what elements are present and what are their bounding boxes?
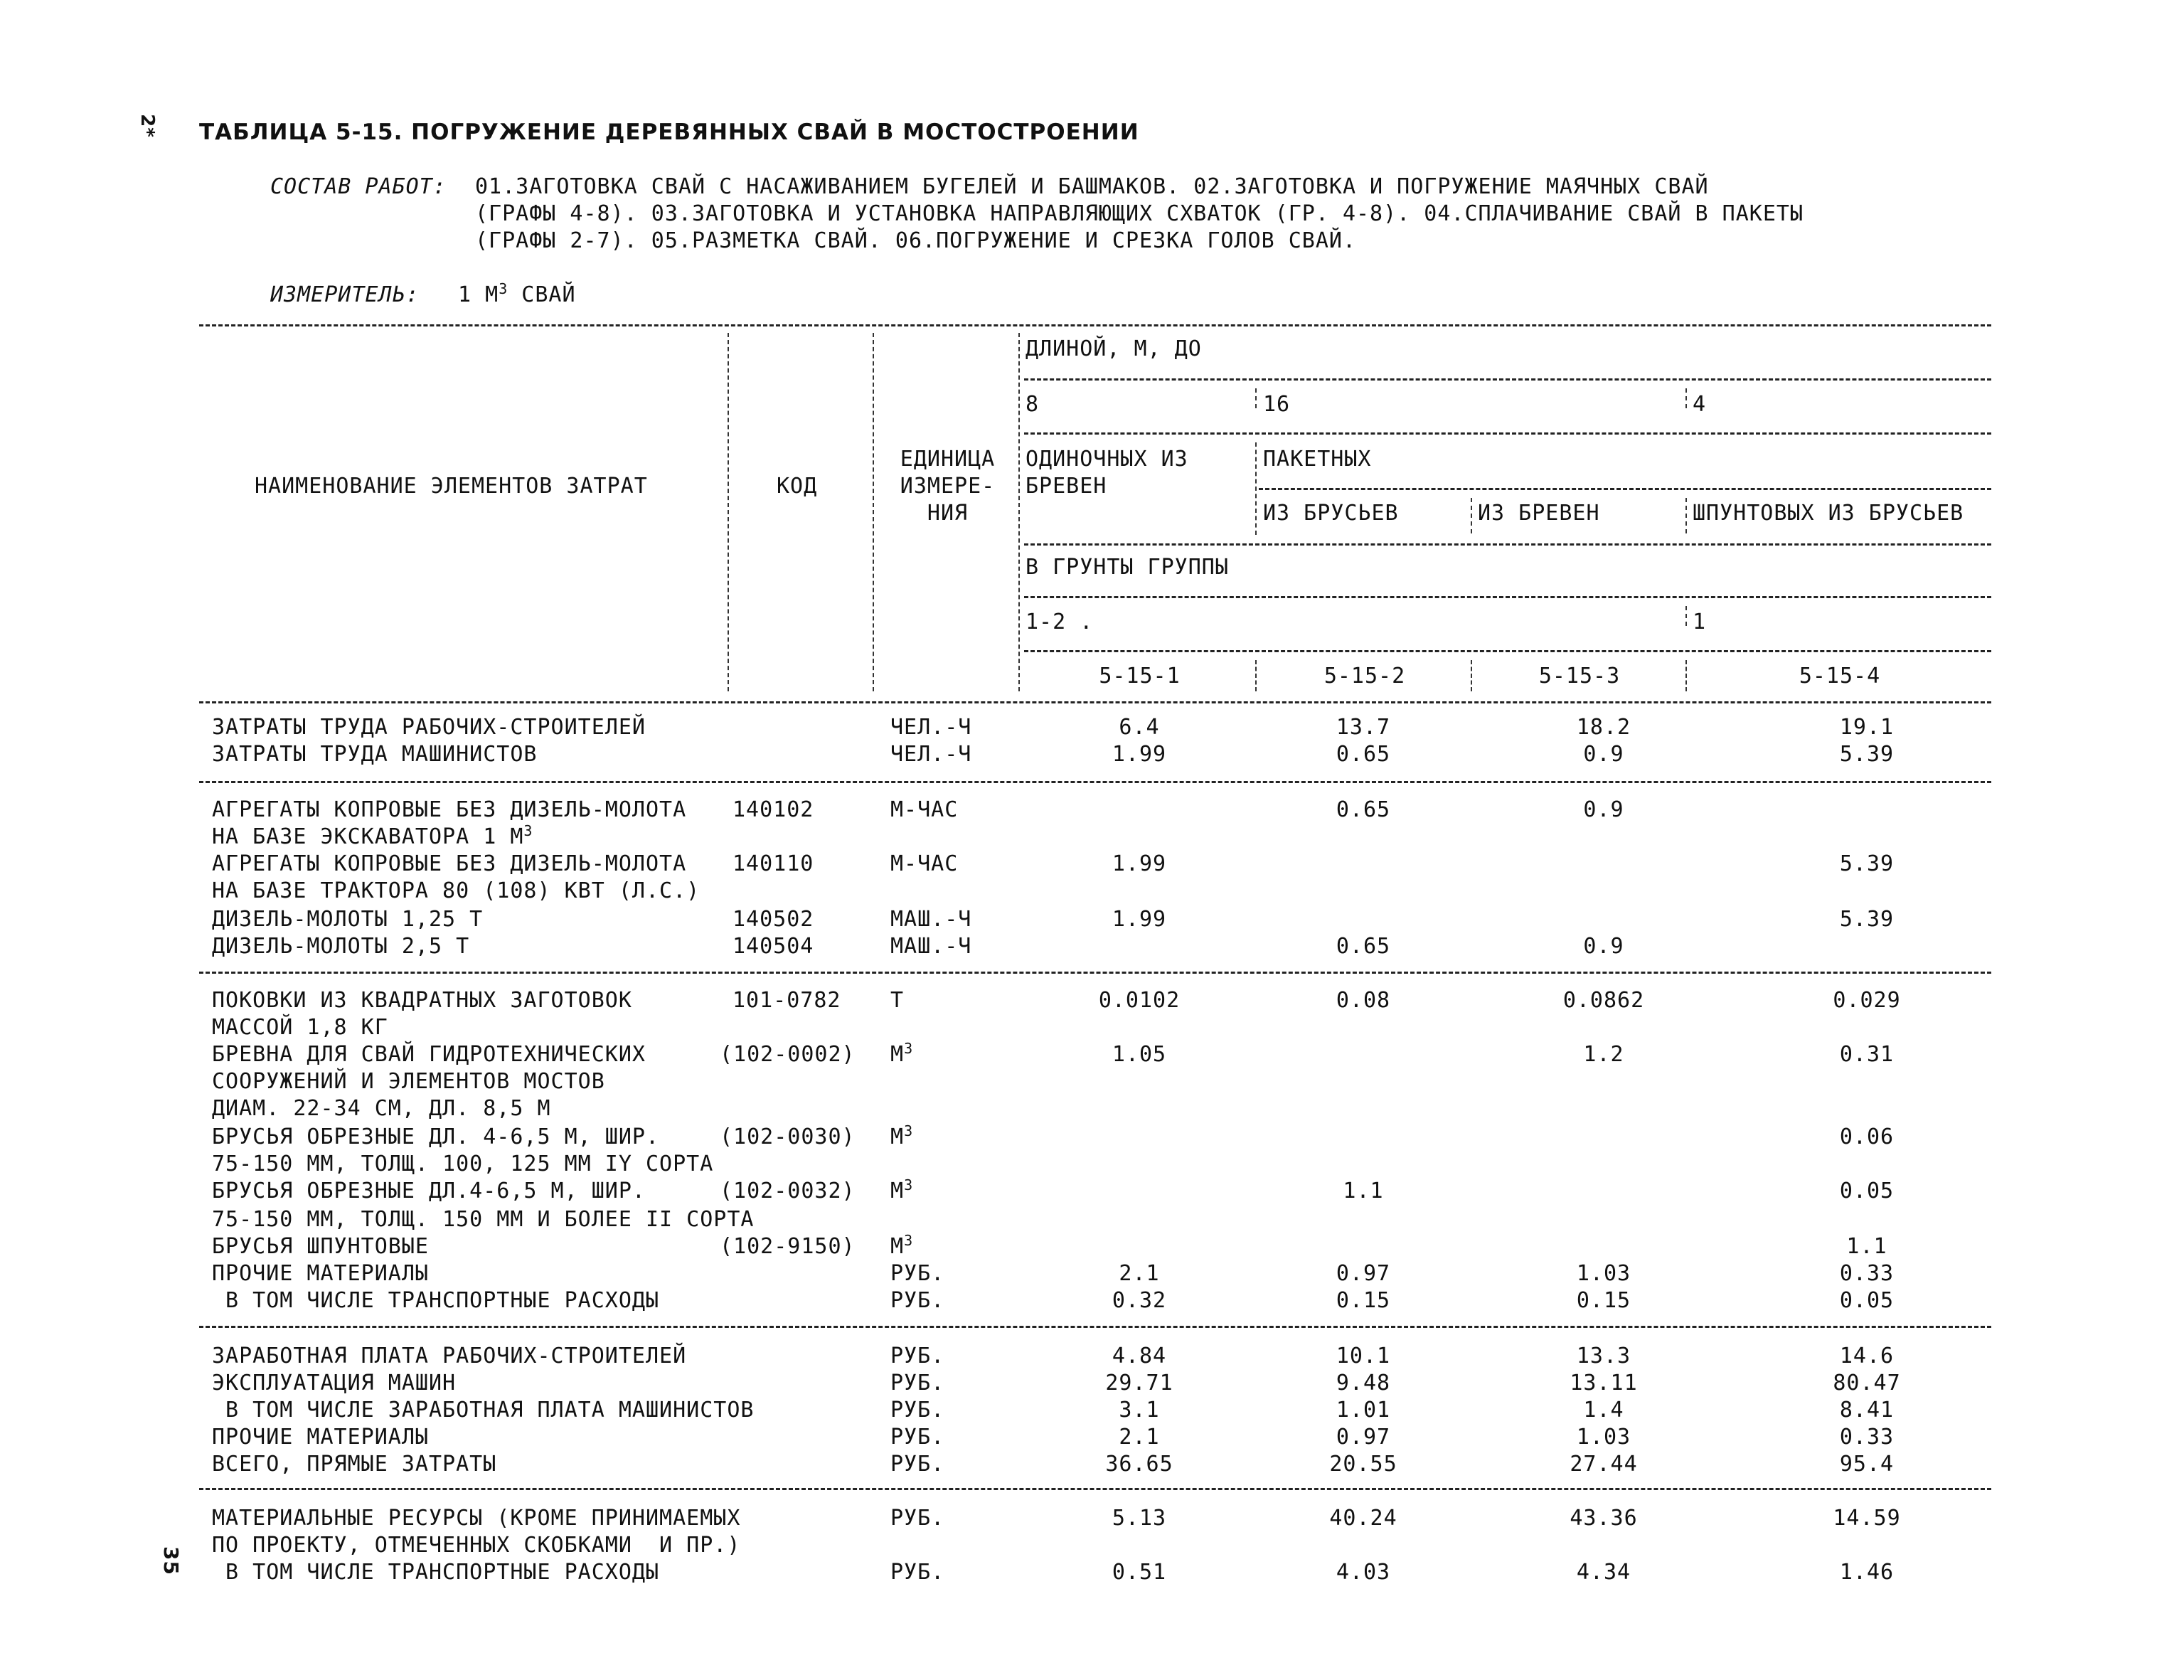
meter-label: ИЗМЕРИТЕЛЬ: — [270, 282, 420, 307]
group-rule-4 — [199, 1488, 1991, 1490]
row-unit: РУБ. — [890, 1261, 945, 1286]
row-name: БРУСЬЯ ОБРЕЗНЫЕ ДЛ.4-6,5 М, ШИР. — [212, 1179, 646, 1203]
col-sep-unit — [1018, 333, 1020, 691]
row-value-col-3: 0.9 — [1583, 934, 1624, 959]
header-code-2: 5-15-2 — [1323, 664, 1406, 689]
header-rule-6 — [1024, 650, 1991, 652]
row-unit-text: М — [890, 1234, 905, 1259]
row-value-col-1: 1.99 — [1112, 851, 1167, 876]
work-line-3: (ГРАФЫ 2-7). 05.РАЗМЕТКА СВАЙ. 06.ПОГРУЖЕНИЕ И СРЕЗКА ГОЛОВ СВАЙ. — [475, 228, 1356, 253]
header-from-logs: ИЗ БРЕВЕН — [1478, 501, 1600, 526]
header-unit-3: НИЯ — [927, 501, 969, 526]
margin-mark-bottom: 35 — [159, 1546, 183, 1575]
row-value-col-2: 0.65 — [1336, 934, 1391, 959]
row-value-col-4: 5.39 — [1839, 907, 1895, 932]
group-rule-3 — [199, 1326, 1991, 1328]
header-sheet-bars: ШПУНТОВЫХ ИЗ БРУСЬЕВ — [1693, 501, 1964, 526]
row-unit: РУБ. — [890, 1288, 945, 1313]
row-value-col-1: 0.32 — [1112, 1288, 1167, 1313]
header-code-4: 5-15-4 — [1799, 664, 1881, 689]
col-sep-code-3 — [1471, 660, 1472, 691]
row-name: 75-150 ММ, ТОЛЩ. 150 ММ И БОЛЕЕ II СОРТА — [212, 1207, 755, 1232]
row-unit: МАШ.-Ч — [890, 907, 972, 932]
header-top-rule — [199, 324, 1991, 326]
row-value-col-3: 1.03 — [1576, 1425, 1631, 1450]
row-value-col-4: 80.47 — [1833, 1371, 1901, 1395]
row-name: ПРОЧИЕ МАТЕРИАЛЫ — [212, 1261, 429, 1286]
row-name: АГРЕГАТЫ КОПРОВЫЕ БЕЗ ДИЗЕЛЬ-МОЛОТА — [212, 797, 687, 822]
row-value-col-2: 1.01 — [1336, 1398, 1391, 1423]
row-value-col-4: 0.029 — [1833, 988, 1901, 1013]
header-soil-12: 1-2 . — [1026, 610, 1094, 634]
col-sep-packet — [1255, 442, 1257, 535]
row-value-col-3: 18.2 — [1576, 715, 1631, 740]
row-value-col-2: 10.1 — [1336, 1344, 1391, 1368]
header-rule-2 — [1024, 432, 1991, 435]
row-unit — [890, 1040, 914, 1067]
header-bottom-rule — [199, 701, 1991, 703]
col-sep-code-2 — [1255, 660, 1257, 691]
col-sep-code-4 — [1685, 660, 1687, 691]
row-value-col-2: 20.55 — [1329, 1452, 1397, 1477]
header-len-16: 16 — [1263, 392, 1291, 417]
row-name: ЗАРАБОТНАЯ ПЛАТА РАБОЧИХ-СТРОИТЕЛЕЙ — [212, 1344, 687, 1368]
row-value-col-3: 43.36 — [1570, 1506, 1638, 1531]
row-value-col-4: 14.59 — [1833, 1506, 1901, 1531]
row-value-col-4: 95.4 — [1839, 1452, 1895, 1477]
row-value-col-4: 14.6 — [1839, 1344, 1895, 1368]
col-sep-sheet — [1685, 498, 1687, 533]
row-unit-text: М — [890, 1179, 905, 1203]
row-name: В ТОМ ЧИСЛЕ ТРАНСПОРТНЫЕ РАСХОДЫ — [212, 1560, 660, 1585]
row-unit-sup: 3 — [904, 1232, 914, 1249]
header-code-3: 5-15-3 — [1538, 664, 1621, 689]
row-name: ПРОЧИЕ МАТЕРИАЛЫ — [212, 1425, 429, 1450]
row-value-col-1: 5.13 — [1112, 1506, 1167, 1531]
row-unit: РУБ. — [890, 1452, 945, 1477]
group-rule-2 — [199, 972, 1991, 974]
col-sep-soil1 — [1685, 606, 1687, 626]
row-name: МАССОЙ 1,8 КГ — [212, 1015, 388, 1040]
row-unit: РУБ. — [890, 1506, 945, 1531]
header-code: КОД — [777, 474, 818, 499]
header-rule-3 — [1259, 488, 1991, 490]
row-name: ДИАМ. 22-34 СМ, ДЛ. 8,5 М — [212, 1096, 551, 1121]
row-name: ДИЗЕЛЬ-МОЛОТЫ 1,25 Т — [212, 907, 484, 932]
row-name: 75-150 ММ, ТОЛЩ. 100, 125 ММ IY СОРТА — [212, 1152, 714, 1176]
row-value-col-1: 0.0102 — [1098, 988, 1181, 1013]
row-name: БРУСЬЯ ШПУНТОВЫЕ — [212, 1234, 429, 1259]
row-name: СООРУЖЕНИЙ И ЭЛЕМЕНТОВ МОСТОВ — [212, 1069, 605, 1094]
row-code: 140502 — [733, 907, 814, 932]
row-value-col-4: 5.39 — [1839, 851, 1895, 876]
row-value-col-1: 1.99 — [1112, 907, 1167, 932]
row-unit: М-ЧАС — [890, 851, 959, 876]
row-unit: РУБ. — [890, 1371, 945, 1395]
row-value-col-1: 2.1 — [1119, 1425, 1160, 1450]
col-sep-4 — [1685, 388, 1687, 408]
row-value-col-3: 1.03 — [1576, 1261, 1631, 1286]
header-len-8: 8 — [1026, 392, 1040, 417]
row-name: НА БАЗЕ ТРАКТОРА 80 (108) КВТ (Л.С.) — [212, 878, 701, 903]
row-value-col-1: 1.05 — [1112, 1042, 1167, 1067]
row-value-col-4: 5.39 — [1839, 742, 1895, 767]
row-name: БРУСЬЯ ОБРЕЗНЫЕ ДЛ. 4-6,5 М, ШИР. — [212, 1125, 660, 1149]
header-soil-1: 1 — [1693, 610, 1707, 634]
row-unit-sup: 3 — [904, 1122, 914, 1139]
row-value-col-2: 0.15 — [1336, 1288, 1391, 1313]
row-value-col-2: 13.7 — [1336, 715, 1391, 740]
row-unit: РУБ. — [890, 1425, 945, 1450]
margin-mark-top: 2* — [136, 114, 158, 138]
row-unit-sup: 3 — [904, 1040, 914, 1057]
row-code: 140504 — [733, 934, 814, 959]
row-code: (102-0032) — [720, 1179, 856, 1203]
row-unit: РУБ. — [890, 1398, 945, 1423]
row-value-col-3: 1.4 — [1583, 1398, 1624, 1423]
header-code-1: 5-15-1 — [1099, 664, 1181, 689]
row-name: ВСЕГО, ПРЯМЫЕ ЗАТРАТЫ — [212, 1452, 497, 1477]
row-name: В ТОМ ЧИСЛЕ ЗАРАБОТНАЯ ПЛАТА МАШИНИСТОВ — [212, 1398, 755, 1423]
row-value-col-4: 0.05 — [1839, 1288, 1895, 1313]
row-unit — [890, 1232, 914, 1259]
row-name: ЭКСПЛУАТАЦИЯ МАШИН — [212, 1371, 457, 1395]
row-value-col-4: 19.1 — [1839, 715, 1895, 740]
row-value-col-4: 0.33 — [1839, 1261, 1895, 1286]
header-rule-1 — [1024, 378, 1991, 381]
header-len-4: 4 — [1693, 392, 1707, 417]
row-value-col-1: 3.1 — [1119, 1398, 1160, 1423]
row-value-col-1: 6.4 — [1119, 715, 1160, 740]
row-name: АГРЕГАТЫ КОПРОВЫЕ БЕЗ ДИЗЕЛЬ-МОЛОТА — [212, 851, 687, 876]
row-value-col-3: 13.11 — [1570, 1371, 1638, 1395]
row-value-col-4: 1.1 — [1846, 1234, 1887, 1259]
row-unit: Т — [890, 988, 905, 1013]
header-single-2: БРЕВЕН — [1026, 474, 1107, 499]
row-value-col-3: 0.15 — [1576, 1288, 1631, 1313]
row-unit-text: М — [890, 1042, 905, 1067]
row-name: МАТЕРИАЛЬНЫЕ РЕСУРСЫ (КРОМЕ ПРИНИМАЕМЫХ — [212, 1506, 741, 1531]
row-name: НА БАЗЕ ЭКСКАВАТОРА 1 $М^3$ — [212, 822, 533, 849]
row-value-col-1: 4.84 — [1112, 1344, 1167, 1368]
row-code: 140102 — [733, 797, 814, 822]
row-value-col-3: 1.2 — [1583, 1042, 1624, 1067]
row-name: ЗАТРАТЫ ТРУДА РАБОЧИХ-СТРОИТЕЛЕЙ — [212, 715, 646, 740]
row-code: (102-0002) — [720, 1042, 856, 1067]
row-name: БРЕВНА ДЛЯ СВАЙ ГИДРОТЕХНИЧЕСКИХ — [212, 1042, 646, 1067]
row-value-col-1: 29.71 — [1105, 1371, 1173, 1395]
row-value-col-4: 1.46 — [1839, 1560, 1895, 1585]
row-value-col-1: 1.99 — [1112, 742, 1167, 767]
row-unit-sup: 3 — [904, 1176, 914, 1193]
header-packet: ПАКЕТНЫХ — [1263, 447, 1372, 472]
row-unit — [890, 1122, 914, 1149]
header-soils: В ГРУНТЫ ГРУППЫ — [1026, 555, 1229, 580]
row-value-col-3: 0.0862 — [1562, 988, 1645, 1013]
col-sep-name — [728, 333, 729, 691]
row-value-col-4: 0.33 — [1839, 1425, 1895, 1450]
row-code: 101-0782 — [733, 988, 841, 1013]
row-value-col-3: 27.44 — [1570, 1452, 1638, 1477]
row-unit: М-ЧАС — [890, 797, 959, 822]
row-value-col-1: 2.1 — [1119, 1261, 1160, 1286]
row-value-col-2: 0.97 — [1336, 1425, 1391, 1450]
row-name: ДИЗЕЛЬ-МОЛОТЫ 2,5 Т — [212, 934, 470, 959]
row-unit: РУБ. — [890, 1560, 945, 1585]
meter-value: 1 $М^3$ СВАЙ — [458, 280, 576, 307]
group-rule-1 — [199, 781, 1991, 783]
row-value-col-3: 0.9 — [1583, 742, 1624, 767]
row-value-col-2: 4.03 — [1336, 1560, 1391, 1585]
row-unit-text: М — [890, 1125, 905, 1149]
row-value-col-2: 0.65 — [1336, 742, 1391, 767]
col-sep-logs — [1471, 498, 1472, 533]
row-unit: ЧЕЛ.-Ч — [890, 715, 972, 740]
row-unit: МАШ.-Ч — [890, 934, 972, 959]
row-value-col-4: 0.05 — [1839, 1179, 1895, 1203]
col-sep-code — [873, 333, 874, 691]
row-code: (102-9150) — [720, 1234, 856, 1259]
header-unit-2: ИЗМЕРЕ- — [900, 474, 996, 499]
row-value-col-1: 0.51 — [1112, 1560, 1167, 1585]
header-unit-1: ЕДИНИЦА — [900, 447, 996, 472]
row-name-sup: 3 — [523, 822, 533, 839]
header-name: НАИМЕНОВАНИЕ ЭЛЕМЕНТОВ ЗАТРАТ — [255, 474, 648, 499]
header-rule-4 — [1024, 543, 1991, 546]
header-rule-5 — [1024, 596, 1991, 598]
row-unit: ЧЕЛ.-Ч — [890, 742, 972, 767]
row-unit: РУБ. — [890, 1344, 945, 1368]
row-value-col-4: 0.31 — [1839, 1042, 1895, 1067]
row-value-col-2: 0.97 — [1336, 1261, 1391, 1286]
row-name: ЗАТРАТЫ ТРУДА МАШИНИСТОВ — [212, 742, 538, 767]
page-title: ТАБЛИЦА 5-15. ПОГРУЖЕНИЕ ДЕРЕВЯННЫХ СВАЙ В МОСТОСТРОЕНИИ — [199, 119, 1139, 145]
work-line-2: (ГРАФЫ 4-8). 03.ЗАГОТОВКА И УСТАНОВКА НАПРАВЛЯЮЩИХ СХВАТОК (ГР. 4-8). 04.СПЛАЧИВАНИЕ СВАЙ В ПАКЕТЫ — [475, 201, 1804, 226]
row-value-col-3: 13.3 — [1576, 1344, 1631, 1368]
row-name: ПОКОВКИ ИЗ КВАДРАТНЫХ ЗАГОТОВОК — [212, 988, 632, 1013]
col-sep-16 — [1255, 388, 1257, 408]
row-name: ПО ПРОЕКТУ, ОТМЕЧЕННЫХ СКОБКАМИ И ПР.) — [212, 1533, 741, 1558]
header-single-1: ОДИНОЧНЫХ ИЗ — [1026, 447, 1188, 472]
row-value-col-1: 36.65 — [1105, 1452, 1173, 1477]
header-from-bars: ИЗ БРУСЬЕВ — [1263, 501, 1399, 526]
row-value-col-2: 0.65 — [1336, 797, 1391, 822]
row-value-col-2: 9.48 — [1336, 1371, 1391, 1395]
row-code: (102-0030) — [720, 1125, 856, 1149]
row-value-col-2: 40.24 — [1329, 1506, 1397, 1531]
row-value-col-3: 0.9 — [1583, 797, 1624, 822]
header-length: ДЛИНОЙ, М, ДО — [1026, 336, 1202, 361]
row-value-col-4: 8.41 — [1839, 1398, 1895, 1423]
row-value-col-2: 0.08 — [1336, 988, 1391, 1013]
work-line-1: 01.ЗАГОТОВКА СВАЙ С НАСАЖИВАНИЕМ БУГЕЛЕЙ И БАШМАКОВ. 02.ЗАГОТОВКА И ПОГРУЖЕНИЕ МАЯЧНЫХ СВАЙ — [475, 174, 1709, 199]
row-unit — [890, 1176, 914, 1203]
work-label: СОСТАВ РАБОТ: — [270, 174, 447, 199]
row-name: В ТОМ ЧИСЛЕ ТРАНСПОРТНЫЕ РАСХОДЫ — [212, 1288, 660, 1313]
row-code: 140110 — [733, 851, 814, 876]
row-value-col-3: 4.34 — [1576, 1560, 1631, 1585]
row-value-col-2: 1.1 — [1343, 1179, 1384, 1203]
row-value-col-4: 0.06 — [1839, 1125, 1895, 1149]
